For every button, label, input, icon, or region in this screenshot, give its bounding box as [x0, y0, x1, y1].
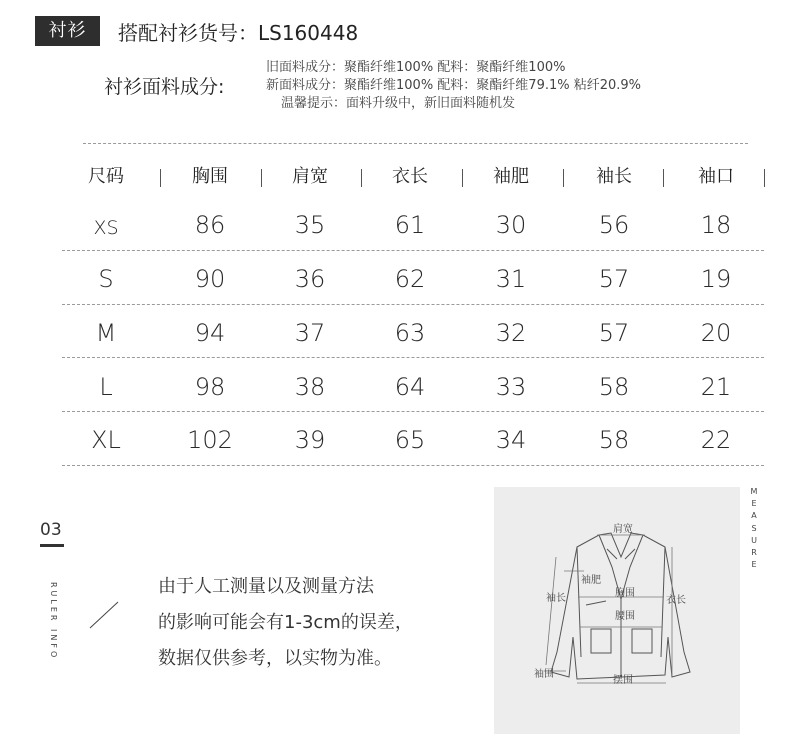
column-header: 衣长 — [392, 166, 428, 187]
header-divider — [83, 143, 748, 144]
measurement-cell: 20 — [700, 319, 732, 347]
size-cell: XL — [91, 426, 121, 454]
measure-letter: E — [751, 499, 757, 509]
measurement-cell: 21 — [700, 373, 732, 401]
column-separator — [563, 169, 564, 187]
chest-label: 胸围 — [615, 588, 635, 599]
size-cell: XS — [93, 217, 119, 239]
row-divider — [62, 304, 764, 305]
measurement-cell: 86 — [194, 211, 226, 239]
measure-letter: A — [751, 511, 757, 521]
measurement-cell: 19 — [700, 265, 732, 293]
reminder-line: 温馨提示：面料升级中，新旧面料随机发 — [281, 96, 516, 111]
cuff-label: 袖围 — [534, 669, 554, 680]
measurement-cell: 90 — [194, 265, 226, 293]
note-line: 由于人工测量以及测量方法 — [158, 576, 374, 597]
column-header: 肩宽 — [292, 166, 328, 187]
hem-label: 摆围 — [613, 675, 633, 686]
column-header: 袖肥 — [493, 166, 529, 187]
note-line: 数据仅供参考，以实物为准。 — [158, 648, 392, 669]
old-fabric-line: 旧面料成分：聚酯纤维100% 配料：聚酯纤维100% — [266, 60, 566, 75]
measurement-diagram — [494, 487, 740, 734]
size-cell: L — [99, 373, 113, 401]
measurement-cell: 57 — [598, 319, 630, 347]
column-header: 袖口 — [698, 166, 734, 187]
measurement-cell: 39 — [294, 426, 326, 454]
measurement-cell: 64 — [394, 373, 426, 401]
section-number-underline — [40, 544, 64, 547]
measure-letter: R — [751, 547, 757, 557]
measurement-cell: 38 — [294, 373, 326, 401]
new-fabric-line: 新面料成分：聚酯纤维100% 配料：聚酯纤维79.1% 粘纤20.9% — [266, 78, 642, 93]
measurement-cell: 56 — [598, 211, 630, 239]
measurement-note — [158, 569, 413, 677]
column-separator — [261, 169, 262, 187]
column-separator — [663, 169, 664, 187]
size-cell: S — [98, 265, 114, 293]
measurement-cell: 98 — [194, 373, 226, 401]
column-separator — [361, 169, 362, 187]
sleeve-width-label: 袖肥 — [581, 575, 601, 586]
measurement-cell: 58 — [598, 426, 630, 454]
section-number: 03 — [40, 520, 62, 540]
article-number: 搭配衬衫货号：LS160448 — [118, 21, 359, 45]
measurement-cell: 62 — [394, 265, 426, 293]
ruler-info-label: RULER INFO — [49, 582, 58, 661]
measure-letter: S — [751, 523, 757, 533]
measurement-cell: 30 — [495, 211, 527, 239]
row-divider — [62, 465, 764, 466]
waist-label: 腰围 — [615, 611, 635, 622]
length-label: 衣长 — [666, 595, 686, 606]
shoulder-label: 肩宽 — [613, 524, 633, 535]
measurement-cell: 94 — [194, 319, 226, 347]
column-header: 袖长 — [596, 166, 632, 187]
note-line: 的影响可能会有1-3cm的误差， — [158, 612, 413, 633]
measurement-cell: 102 — [187, 426, 233, 454]
row-divider — [62, 357, 764, 358]
measurement-cell: 63 — [394, 319, 426, 347]
measurement-cell: 33 — [495, 373, 527, 401]
measurement-cell: 31 — [495, 265, 527, 293]
measurement-cell: 32 — [495, 319, 527, 347]
measurement-cell: 18 — [700, 211, 732, 239]
measurement-cell: 34 — [495, 426, 527, 454]
measure-vertical-text — [750, 487, 758, 572]
measurement-cell: 22 — [700, 426, 732, 454]
column-header: 胸围 — [192, 166, 228, 187]
slash-divider — [88, 600, 120, 630]
column-separator — [160, 169, 161, 187]
sleeve-length-label: 袖长 — [546, 593, 566, 604]
measurement-cell: 57 — [598, 265, 630, 293]
row-divider — [62, 411, 764, 412]
measure-letter: E — [751, 560, 757, 570]
measure-letter: M — [750, 487, 758, 496]
measurement-cell: 58 — [598, 373, 630, 401]
measure-letter: U — [751, 535, 757, 545]
row-divider — [62, 250, 764, 251]
category-tag: 衬衫 — [35, 16, 100, 46]
measurement-cell: 65 — [394, 426, 426, 454]
column-separator — [764, 169, 765, 187]
fabric-composition-label: 衬衫面料成分: — [104, 76, 225, 98]
measurement-cell: 36 — [294, 265, 326, 293]
fabric-composition-details — [266, 59, 641, 113]
measurement-cell: 61 — [394, 211, 426, 239]
measurement-cell: 35 — [294, 211, 326, 239]
size-cell: M — [95, 319, 117, 347]
measurement-cell: 37 — [294, 319, 326, 347]
column-separator — [462, 169, 463, 187]
column-header: 尺码 — [88, 166, 124, 187]
